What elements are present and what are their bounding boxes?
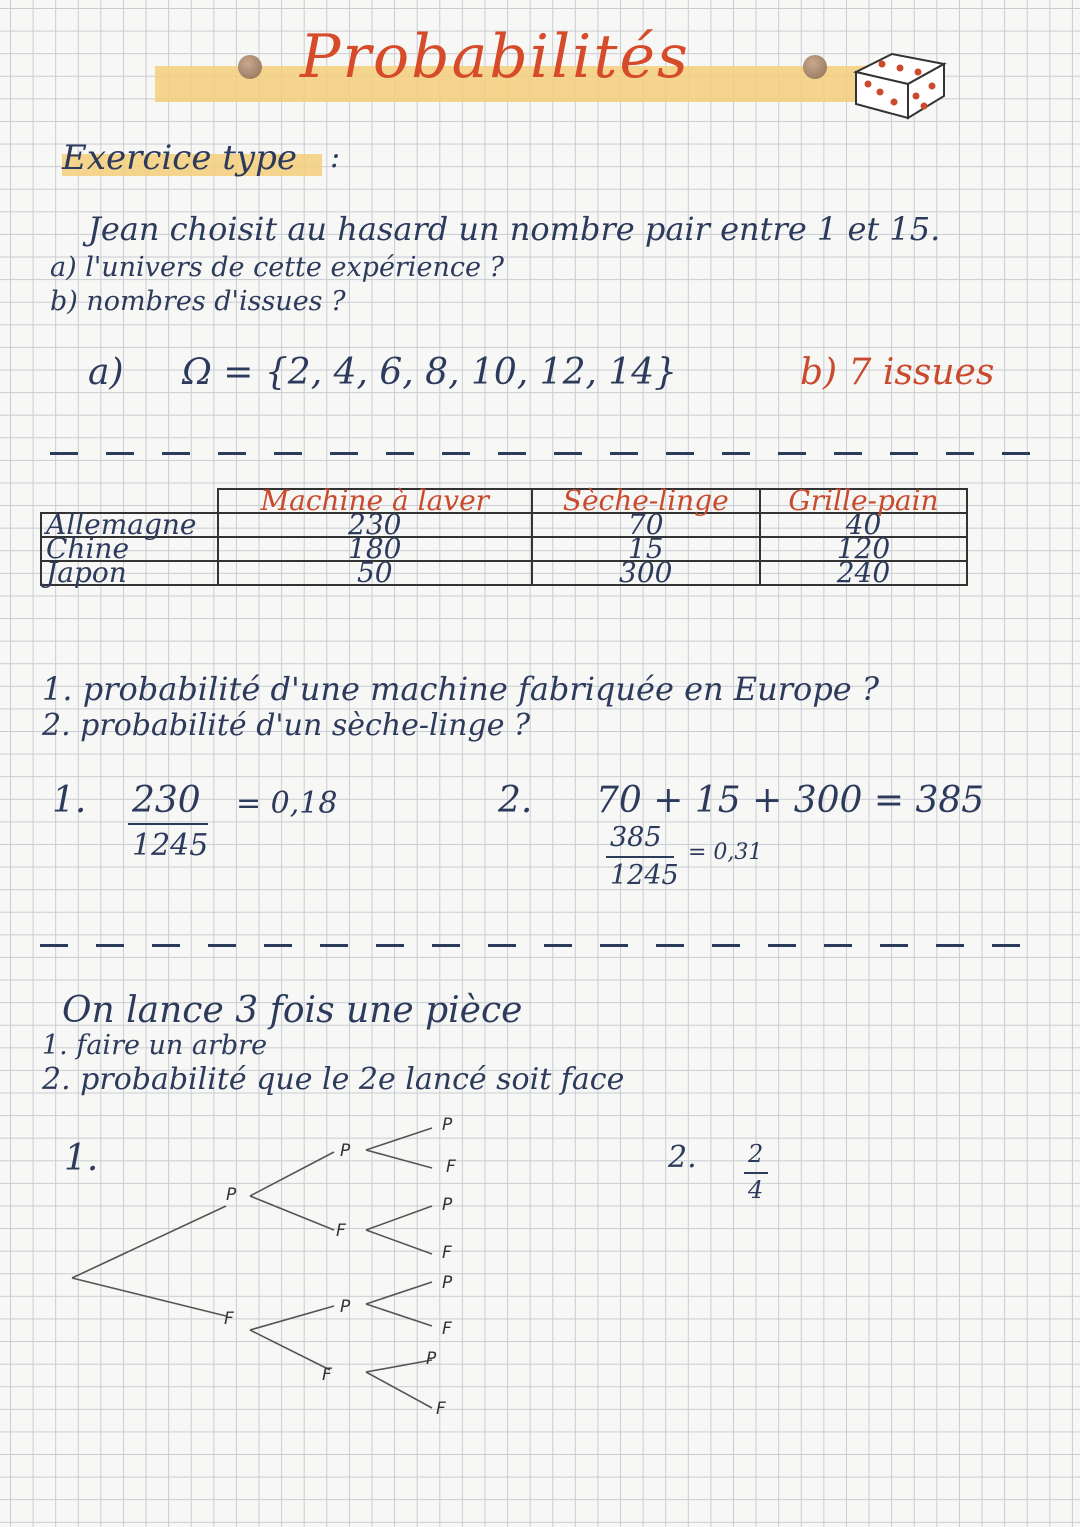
row-label: Allemagne <box>41 513 218 537</box>
tree-l3-node: P <box>426 1349 437 1369</box>
tree-l3-node: P <box>442 1195 453 1215</box>
question-a: a) l'univers de cette expérience ? <box>50 252 505 283</box>
tree-l2-node: P <box>340 1141 351 1161</box>
answer-2-label: 2. <box>498 780 533 821</box>
tree-branches <box>72 1128 432 1408</box>
coin-question-2: 2. probabilité que le 2e lancé soit face <box>42 1062 625 1097</box>
table-cell: 180 <box>218 537 532 561</box>
tree-l2-node: F <box>322 1365 332 1385</box>
coin-answer-1-label: 1. <box>64 1138 99 1179</box>
answer-1-numerator: 230 <box>132 780 201 821</box>
table-cell: 40 <box>760 513 967 537</box>
question-b: b) nombres d'issues ? <box>50 286 346 317</box>
table-cell: 300 <box>532 561 760 585</box>
table-cell: 240 <box>760 561 967 585</box>
table-cell: 70 <box>532 513 760 537</box>
answer-2-numerator: 385 <box>610 822 662 853</box>
answer-a-label: a) <box>88 352 124 393</box>
table-cell: 230 <box>218 513 532 537</box>
answer-2-denominator: 1245 <box>610 860 679 891</box>
exercise-heading: Exercice type <box>62 138 298 178</box>
tree-l3-node: F <box>436 1399 446 1419</box>
table-cell: 15 <box>532 537 760 561</box>
answer-2-result: = 0,31 <box>688 840 763 865</box>
coin-statement: On lance 3 fois une pièce <box>62 990 523 1031</box>
tree-l3-node: F <box>442 1319 452 1339</box>
tree-l3-node: F <box>446 1157 456 1177</box>
tree-l3-node: P <box>442 1115 453 1135</box>
answer-b: b) 7 issues <box>800 352 995 393</box>
answer-1-denominator: 1245 <box>132 828 209 863</box>
tree-l2-node: F <box>336 1221 346 1241</box>
coin-question-1: 1. faire un arbre <box>42 1030 268 1061</box>
tree-l1-node: F <box>224 1309 234 1329</box>
answer-2-sum: 70 + 15 + 300 = 385 <box>596 780 985 821</box>
answer-1-result: = 0,18 <box>236 786 338 821</box>
page-title: Probabilités <box>300 22 690 92</box>
answer-1-label: 1. <box>52 780 87 821</box>
row-label: Chine <box>41 537 218 561</box>
question-1: 1. probabilité d'une machine fabriquée en Europe ? <box>42 670 880 708</box>
table-header: Grille-pain <box>760 489 967 513</box>
table-header: Sèche-linge <box>532 489 760 513</box>
table-cell: 50 <box>218 561 532 585</box>
row-label: Japon <box>41 561 218 585</box>
table-header: Machine à laver <box>218 489 532 513</box>
coin-answer-2-label: 2. <box>668 1140 697 1175</box>
tree-l3-node: P <box>442 1273 453 1293</box>
question-2: 2. probabilité d'un sèche-linge ? <box>42 708 531 743</box>
exercise-statement: Jean choisit au hasard un nombre pair entre 1 et 15. <box>88 210 941 248</box>
answer-a: Ω = {2, 4, 6, 8, 10, 12, 14} <box>182 352 678 393</box>
coin-answer-2-numerator: 2 <box>748 1140 764 1168</box>
exercise-heading-colon: : <box>330 140 341 175</box>
coin-answer-2-denominator: 4 <box>748 1176 764 1204</box>
tree-l1-node: P <box>226 1185 237 1205</box>
table-cell: 120 <box>760 537 967 561</box>
tree-l2-node: P <box>340 1297 351 1317</box>
tree-l3-node: F <box>442 1243 452 1263</box>
